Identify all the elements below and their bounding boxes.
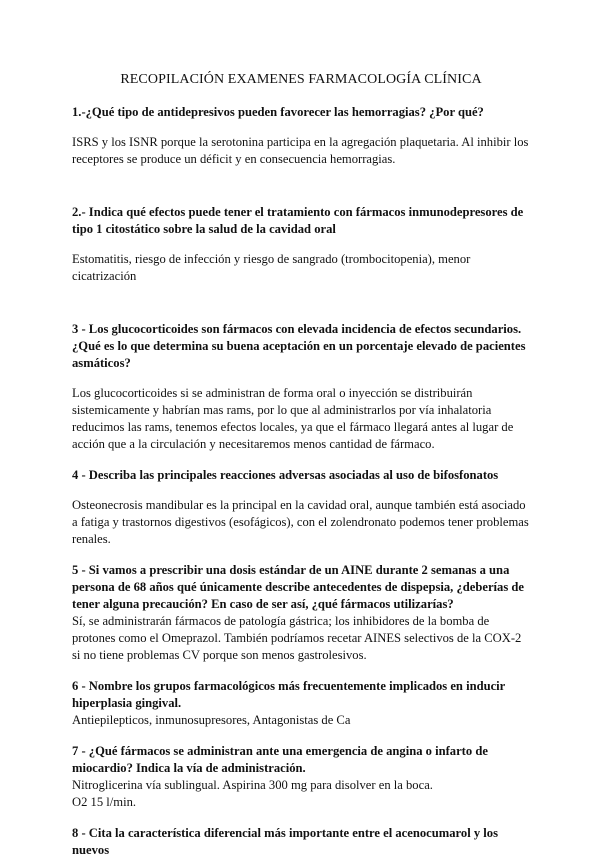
question-7: 7 - ¿Qué fármacos se administran ante una emergencia de angina o infarto de miocardio? Indica la vía de administración.: [72, 744, 488, 775]
document-title: RECOPILACIÓN EXAMENES FARMACOLOGÍA CLÍNICA: [120, 72, 482, 87]
question-3: 3 - Los glucocorticoides son fármacos con elevada incidencia de efectos secundarios. ¿Qué es lo que determina su buena aceptación en un porcentaje elevado de pacientes asmáticos?: [72, 322, 526, 370]
answer-7-line-1: Nitroglicerina vía sublingual. Aspirina 300 mg para disolver en la boca.: [72, 778, 433, 792]
answer-4: Osteonecrosis mandibular es la principal en la cavidad oral, aunque también está asociado a fatiga y trastornos digestivos (esofágicos), con el zolendronato podemos tener problemas renales.: [72, 498, 529, 546]
question-5: 5 - Si vamos a prescribir una dosis estándar de un AINE durante 2 semanas a una persona de 68 años qué únicamente describe antecedentes de dispepsia, ¿deberías de tener alguna precaución? En caso de ser así, ¿qué fármacos utilizarías?: [72, 563, 524, 611]
question-8: 8 - Cita la característica diferencial más importante entre el acenocumarol y los nuevos: [72, 826, 498, 857]
answer-3: Los glucocorticoides si se administran de forma oral o inyección se distribuirán sistemicamente y habrían mas rams, por lo que al administrarlos por vía inhalatoria reducimos las rams, tenemos efectos locales, ya que el fármaco llegará antes al lugar de acción que a la circulación y necesitaremos menos cantidad de fármaco.: [72, 386, 514, 451]
question-2: 2.- Indica qué efectos puede tener el tratamiento con fármacos inmunodepresores de tipo 1 citostático sobre la salud de la cavidad oral: [72, 205, 524, 236]
question-6: 6 - Nombre los grupos farmacológicos más frecuentemente implicados en inducir hiperplasia gingival.: [72, 679, 506, 710]
question-4: 4 - Describa las principales reacciones adversas asociadas al uso de bifosfonatos: [72, 468, 499, 482]
answer-5: Sí, se administrarán fármacos de patología gástrica; los inhibidores de la bomba de protones como el Omeprazol. También podríamos recetar AINES selectivos de la COX-2 si no tiene problemas CV porque son menos gastrolesivos.: [72, 614, 522, 662]
question-1: 1.-¿Qué tipo de antidepresivos pueden favorecer las hemorragias? ¿Por qué?: [72, 105, 484, 119]
answer-1: ISRS y los ISNR porque la serotonina participa en la agregación plaquetaria. Al inhibir los receptores se produce un déficit y en consecuencia hemorragias.: [72, 135, 529, 166]
answer-7-line-2: O2 15 l/min.: [72, 795, 137, 809]
answer-6: Antiepilepticos, inmunosupresores, Antagonistas de Ca: [72, 713, 351, 727]
answer-2: Estomatitis, riesgo de infección y riesgo de sangrado (trombocitopenia), menor cicatrización: [72, 252, 471, 283]
